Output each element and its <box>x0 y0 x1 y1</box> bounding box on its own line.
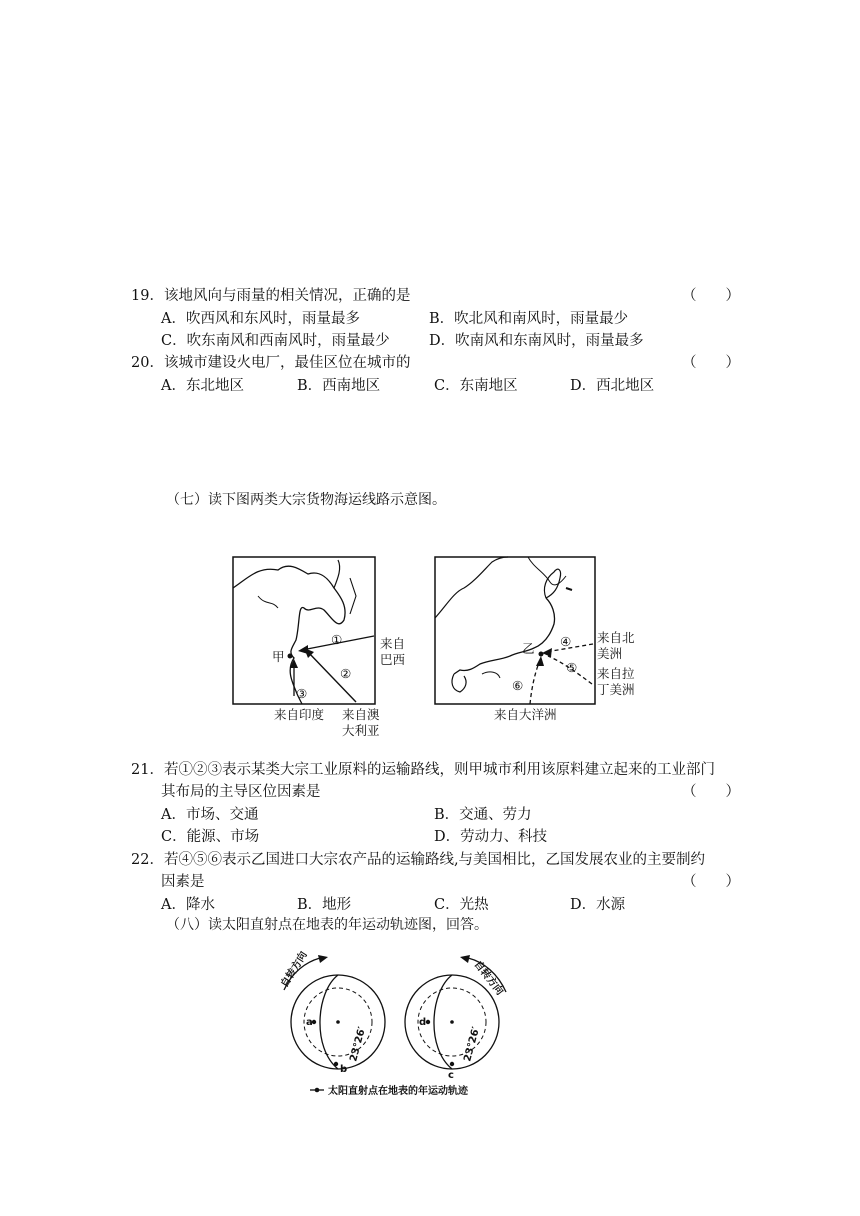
country-yi-marker <box>539 652 544 657</box>
japan-hokkaido <box>544 569 560 598</box>
country-yi-label: 乙 <box>522 641 535 656</box>
q19-option-b[interactable]: B．吹北风和南风时，雨量最少 <box>429 311 629 327</box>
city-jia-marker <box>288 654 293 659</box>
q21-stem-line1: 21．若①②③表示某类大宗工业原料的运输路线，则甲城市利用该原料建立起来的工业部门 <box>131 762 715 778</box>
angle-label-left: 23°26′ <box>348 1025 369 1063</box>
q21-option-a[interactable]: A．市场、交通 <box>161 807 259 823</box>
from-brazil-label-2: 巴西 <box>380 652 406 667</box>
q21-stem-line2: 其布局的主导区位因素是 <box>161 784 321 800</box>
left-globe-diagram <box>278 949 385 1075</box>
q22-option-c[interactable]: C．光热 <box>434 897 489 913</box>
city-jia-label: 甲 <box>272 649 285 664</box>
rotation-label-right: 自转方向 <box>471 959 505 998</box>
point-d-label: d <box>419 1017 427 1028</box>
sun-trajectory-figure <box>272 949 532 1098</box>
route-2-label: ② <box>340 666 352 681</box>
route-1-label: ① <box>331 632 343 647</box>
from-latin-america-label-2: 丁美洲 <box>597 682 635 697</box>
route-6-label: ⑥ <box>512 678 524 693</box>
rotation-arrow-icon <box>318 955 328 963</box>
from-australia-label-1: 来自澳 <box>342 707 380 722</box>
map1-coastline <box>233 566 345 704</box>
from-latin-america-label-1: 来自拉 <box>597 666 635 681</box>
section8-title: （八）读太阳直射点在地表的年运动轨迹图，回答。 <box>166 917 488 933</box>
map2-coastline <box>435 557 508 618</box>
q22-option-a[interactable]: A．降水 <box>161 897 215 913</box>
japan-kyushu <box>452 674 466 692</box>
q21-option-c[interactable]: C．能源、市场 <box>161 829 260 845</box>
point-c-label: c <box>448 1070 454 1081</box>
q20-stem: 20．该城市建设火电厂，最佳区位在城市的 <box>131 355 411 371</box>
right-globe-diagram <box>405 955 507 1081</box>
map1-frame <box>233 557 375 704</box>
figure-caption: 太阳直射点在地表的年运动轨迹 <box>328 1086 468 1097</box>
q20-option-c[interactable]: C．东南地区 <box>434 378 518 394</box>
q21-option-d[interactable]: D．劳动力、科技 <box>434 829 548 845</box>
q19-option-c[interactable]: C．吹东南风和西南风时，雨量最少 <box>161 333 390 349</box>
q19-stem: 19．该地风向与雨量的相关情况，正确的是 <box>131 288 411 304</box>
point-b-label: b <box>340 1064 348 1075</box>
from-north-america-label-1: 来自北 <box>597 630 635 645</box>
from-oceania-label: 来自大洋洲 <box>494 707 557 722</box>
q22-option-d[interactable]: D．水源 <box>570 897 626 913</box>
from-north-america-label-2: 美洲 <box>597 646 623 661</box>
q19-answer-paren[interactable]: （ ） <box>682 288 740 304</box>
q21-answer-paren[interactable]: （ ） <box>682 784 740 800</box>
rotation-arrow-icon-right <box>460 955 470 963</box>
q19-option-d[interactable]: D．吹南风和东南风时，雨量最多 <box>429 333 644 349</box>
rotation-label-left: 自转方向 <box>279 949 310 990</box>
shipping-routes-figure <box>228 548 635 744</box>
q20-option-d[interactable]: D．西北地区 <box>570 378 655 394</box>
point-a-label: a <box>306 1017 313 1028</box>
q20-answer-paren[interactable]: （ ） <box>682 355 740 371</box>
q22-stem-line2: 因素是 <box>161 874 205 890</box>
route-5-label: ⑤ <box>566 660 578 675</box>
from-australia-label-2: 大利亚 <box>342 723 380 738</box>
route-3-label: ③ <box>296 686 308 701</box>
q22-option-b[interactable]: B．地形 <box>297 897 352 913</box>
q22-answer-paren[interactable]: （ ） <box>682 874 740 890</box>
from-india-label: 来自印度 <box>274 707 325 722</box>
section7-title: （七）读下图两类大宗货物海运线路示意图。 <box>166 492 446 508</box>
route-4-label: ④ <box>560 634 572 649</box>
from-brazil-label-1: 来自 <box>380 636 406 651</box>
q22-stem-line1: 22．若④⑤⑥表示乙国进口大宗农产品的运输路线,与美国相比，乙国发展农业的主要制约 <box>131 852 706 868</box>
angle-label-right: 23°26′ <box>462 1025 483 1063</box>
q21-option-b[interactable]: B．交通、劳力 <box>434 807 532 823</box>
q19-option-a[interactable]: A．吹西风和东风时，雨量最多 <box>161 311 360 327</box>
q20-option-b[interactable]: B．西南地区 <box>297 378 381 394</box>
q20-option-a[interactable]: A．东北地区 <box>161 378 244 394</box>
